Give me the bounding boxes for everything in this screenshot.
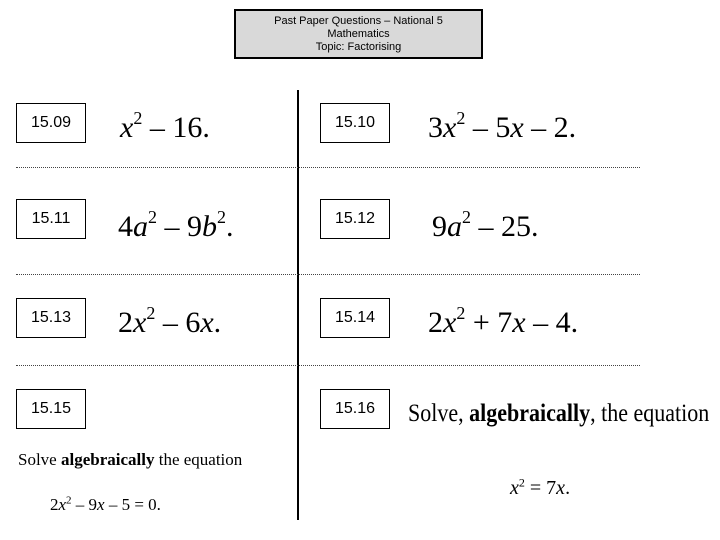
row-separator — [16, 167, 640, 168]
question-number-box: 15.13 — [16, 298, 86, 338]
worksheet-header — [234, 9, 483, 59]
header-subject: Mathematics — [327, 28, 390, 40]
question-number-box: 15.11 — [16, 199, 86, 239]
question-number-box: 15.12 — [320, 199, 390, 239]
question-expression: $3x^2 - 5x - 2$. — [428, 108, 577, 144]
question-expression: $9a^2 - 25$. — [432, 207, 539, 243]
question-number-box: 15.15 — [16, 389, 86, 429]
question-instruction: Solve algebraically the equation — [18, 450, 243, 469]
column-divider — [297, 90, 299, 520]
question-equation: $2x^2 - 9x - 5 = 0$. — [50, 494, 161, 514]
question-equation: $x^2 = 7x$. — [510, 475, 571, 499]
question-number-box: 15.10 — [320, 103, 390, 143]
question-instruction: Solve, algebraically, the equation — [408, 398, 710, 427]
question-expression: $2x^2 + 7x - 4$. — [428, 303, 579, 339]
header-topic: Topic: Factorising — [315, 41, 402, 53]
question-expression: $2x^2 - 6x$. — [118, 303, 222, 339]
header-title: Past Paper Questions – National 5 — [274, 15, 443, 27]
question-number-box: 15.09 — [16, 103, 86, 143]
row-separator — [16, 274, 640, 275]
row-separator — [16, 365, 640, 366]
question-number-box: 15.14 — [320, 298, 390, 338]
question-number-box: 15.16 — [320, 389, 390, 429]
question-expression: $4a^2 - 9b^2$. — [118, 207, 234, 243]
question-expression: $x^2 - 16$. — [120, 108, 210, 144]
